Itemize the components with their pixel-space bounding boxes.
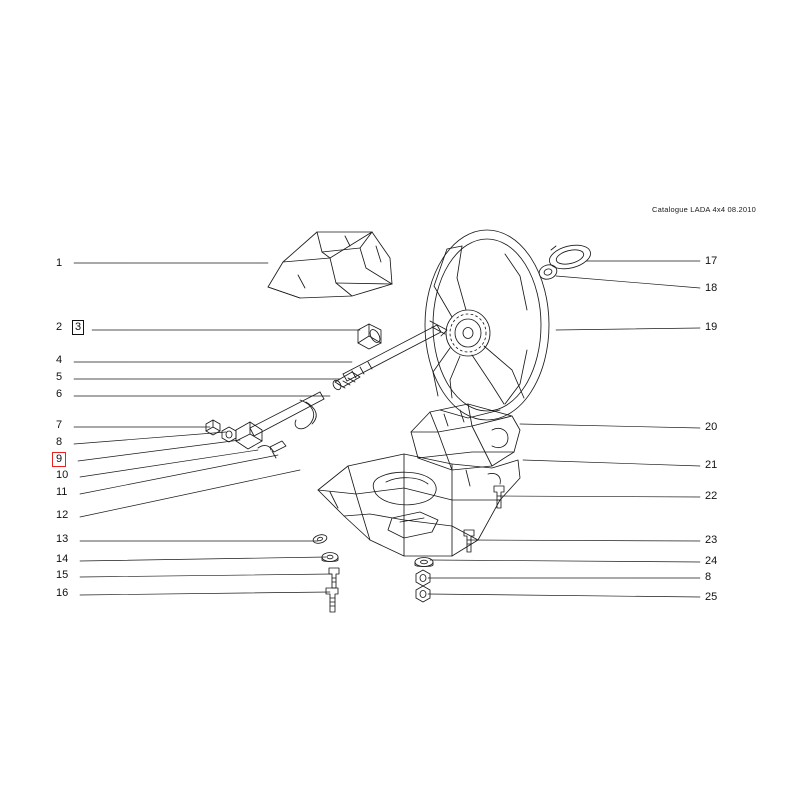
callout-13[interactable]: 13 [56, 533, 69, 545]
leader-lines-right [428, 261, 700, 597]
part-horn-cap [547, 241, 593, 273]
part-nut-8 [222, 427, 236, 442]
callout-3[interactable]: 3 [72, 320, 84, 335]
part-intermediate-shaft [236, 392, 324, 458]
callout-8[interactable]: 8 [56, 436, 63, 448]
part-horn-clip [537, 263, 558, 282]
callout-22[interactable]: 22 [705, 490, 718, 502]
part-column-body [318, 454, 520, 556]
callout-20[interactable]: 20 [705, 421, 718, 433]
part-washer-13 [312, 533, 328, 544]
callout-25[interactable]: 25 [705, 591, 718, 603]
callout-8-right[interactable]: 8 [705, 571, 712, 583]
part-steering-wheel [425, 230, 549, 420]
callout-6[interactable]: 6 [56, 388, 63, 400]
catalogue-label: Catalogue LADA 4x4 08.2010 [651, 205, 756, 214]
callout-1[interactable]: 1 [56, 257, 63, 269]
callout-16[interactable]: 16 [56, 587, 69, 599]
callout-7[interactable]: 7 [56, 419, 63, 431]
part-bolt-16 [326, 588, 338, 612]
callout-2[interactable]: 2 [56, 321, 63, 333]
part-screw-15 [329, 568, 339, 588]
callout-11[interactable]: 11 [56, 486, 68, 498]
part-bearing-bush [358, 324, 382, 349]
callout-9-highlighted[interactable]: 9 [52, 452, 66, 467]
callout-17[interactable]: 17 [705, 255, 718, 267]
part-spring-washer [331, 372, 360, 391]
callout-19[interactable]: 19 [705, 321, 718, 333]
callout-5[interactable]: 5 [56, 371, 63, 383]
callout-4[interactable]: 4 [56, 354, 63, 366]
callout-10[interactable]: 10 [56, 469, 69, 481]
callout-23[interactable]: 23 [705, 534, 718, 546]
part-washer-24 [415, 558, 433, 567]
part-clip-9 [258, 446, 271, 450]
callout-14[interactable]: 14 [56, 553, 69, 565]
callout-24[interactable]: 24 [705, 555, 718, 567]
callout-12[interactable]: 12 [56, 509, 69, 521]
callout-21[interactable]: 21 [705, 459, 718, 471]
part-upper-shroud [268, 232, 392, 298]
callout-15[interactable]: 15 [56, 569, 69, 581]
callout-18[interactable]: 18 [705, 282, 718, 294]
